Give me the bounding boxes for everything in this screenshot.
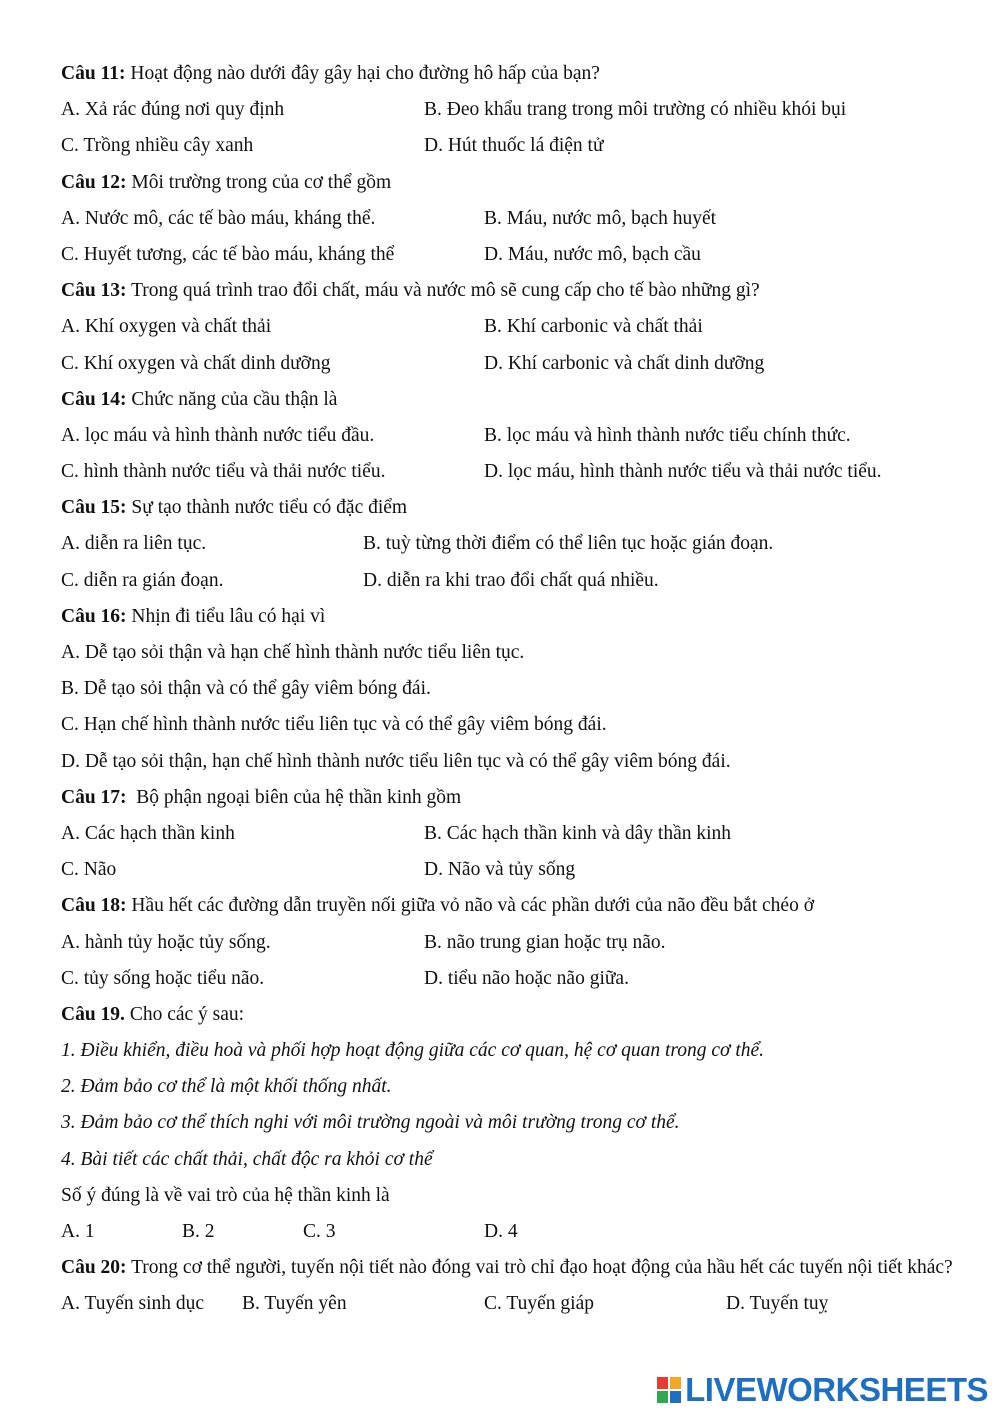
option-a[interactable]: A. Khí oxygen và chất thải [61, 316, 272, 338]
option-c[interactable]: C. Trồng nhiều cây xanh [61, 135, 254, 157]
question-number: Câu 14: [61, 388, 127, 410]
question-text: Môi trường trong của cơ thể gồm [126, 171, 392, 193]
question-20 [61, 1250, 961, 1286]
option-a[interactable]: A. lọc máu và hình thành nước tiểu đầu. [61, 424, 375, 446]
option-b[interactable]: B. tuỳ từng thời điểm có thể liên tục hoặc gián đoạn. [363, 533, 774, 555]
option-a[interactable]: A. Tuyến sinh dục [61, 1293, 205, 1315]
question-11 [61, 56, 961, 92]
option-d[interactable]: D. 4 [484, 1221, 518, 1242]
option-d[interactable]: D. Tuyến tuỵ [726, 1293, 829, 1315]
options-row [61, 309, 961, 345]
option-d[interactable]: D. Khí carbonic và chất dinh dưỡng [484, 352, 765, 374]
question-number: Câu 20: [61, 1257, 127, 1279]
option-c[interactable]: C. 3 [303, 1221, 336, 1242]
option-c[interactable]: C. Huyết tương, các tế bào máu, kháng thể [61, 243, 395, 265]
option-d[interactable]: D. lọc máu, hình thành nước tiểu và thải nước tiểu. [484, 461, 882, 483]
question-number: Câu 15: [61, 497, 127, 519]
option-c[interactable]: C. tủy sống hoặc tiểu não. [61, 967, 265, 989]
option-d[interactable]: D. Hút thuốc lá điện tử [424, 135, 604, 157]
question-text: Hoạt động nào dưới đây gây hại cho đường hô hấp của bạn? [125, 63, 600, 84]
options-row [61, 454, 961, 490]
option-b[interactable]: B. Dễ tạo sỏi thận và có thể gây viêm bóng đái. [61, 678, 431, 700]
option-b[interactable]: B. lọc máu và hình thành nước tiểu chính thức. [484, 424, 851, 446]
question-16 [61, 599, 961, 635]
question-text: Trong quá trình trao đổi chất, máu và nước mô sẽ cung cấp cho tế bào những gì? [126, 280, 760, 302]
question-text: Cho các ý sau: [124, 1003, 245, 1025]
question-text: Chức năng của cầu thận là [126, 388, 338, 410]
options-row [61, 961, 961, 997]
options-row [61, 346, 961, 382]
option-a[interactable]: A. Dễ tạo sỏi thận và hạn chế hình thành nước tiểu liên tục. [61, 642, 525, 663]
question-text: Sự tạo thành nước tiểu có đặc điểm [126, 497, 408, 519]
question-19 [61, 997, 961, 1033]
options-row [61, 1214, 961, 1250]
question-number: Câu 11: [61, 63, 126, 84]
options-row [61, 1286, 961, 1322]
question-number: Câu 13: [61, 280, 127, 302]
question-15 [61, 490, 961, 526]
option-b[interactable]: B. Máu, nước mô, bạch huyết [484, 207, 717, 229]
question-text: Nhịn đi tiểu lâu có hại vì [126, 605, 326, 627]
option-b[interactable]: B. Các hạch thần kinh và dây thần kinh [424, 822, 732, 844]
option-b[interactable]: B. 2 [182, 1221, 215, 1242]
options-row [61, 237, 961, 273]
question-number: Câu 18: [61, 895, 127, 917]
options-row [61, 816, 961, 852]
question-13 [61, 273, 961, 309]
option-d[interactable]: D. Não và tủy sống [424, 859, 576, 881]
option-c[interactable]: C. Tuyến giáp [484, 1293, 594, 1315]
option-d[interactable]: D. tiểu não hoặc não giữa. [424, 967, 629, 989]
option-c[interactable]: C. hình thành nước tiểu và thải nước tiểu. [61, 461, 386, 483]
options-row [61, 128, 961, 164]
question-17 [61, 780, 961, 816]
statement-4: 4. Bài tiết các chất thải, chất độc ra khỏi cơ thể [61, 1148, 433, 1170]
question-number: Câu 12: [61, 171, 127, 193]
question-text: Bộ phận ngoại biên của hệ thần kinh gồm [126, 786, 462, 808]
option-a[interactable]: A. 1 [61, 1221, 95, 1242]
options-row [61, 852, 961, 888]
option-a[interactable]: A. Các hạch thần kinh [61, 822, 235, 844]
question-text: Trong cơ thể người, tuyến nội tiết nào đóng vai trò chỉ đạo hoạt động của hầu hết các tuyến nội tiết khác? [126, 1257, 953, 1279]
liveworksheets-logo-icon [657, 1377, 681, 1403]
option-d[interactable]: D. Máu, nước mô, bạch cầu [484, 243, 701, 265]
option-a[interactable]: A. diễn ra liên tục. [61, 533, 207, 555]
statement-1: 1. Điều khiển, điều hoà và phối hợp hoạt động giữa các cơ quan, hệ cơ quan trong cơ thể. [61, 1040, 765, 1062]
option-b[interactable]: B. Khí carbonic và chất thải [484, 316, 703, 338]
option-c[interactable]: C. Hạn chế hình thành nước tiểu liên tục và có thể gây viêm bóng đái. [61, 714, 607, 736]
option-c[interactable]: C. Khí oxygen và chất dinh dưỡng [61, 352, 331, 374]
worksheet-page [61, 56, 961, 1323]
option-a[interactable]: A. hành tủy hoặc tủy sống. [61, 931, 271, 953]
option-c[interactable]: C. diễn ra gián đoạn. [61, 569, 224, 591]
options-row [61, 201, 961, 237]
options-row [61, 92, 961, 128]
options-row [61, 526, 961, 562]
options-row [61, 563, 961, 599]
liveworksheets-logo[interactable] [657, 1372, 988, 1408]
question-number: Câu 17: [61, 786, 127, 808]
option-d[interactable]: D. Dễ tạo sỏi thận, hạn chế hình thành nước tiểu liên tục và có thể gây viêm bóng đái. [61, 750, 731, 772]
option-b[interactable]: B. Đeo khẩu trang trong môi trường có nhiều khói bụi [424, 99, 847, 121]
logo-text: LIVEWORKSHEETS [685, 1371, 988, 1408]
options-row [61, 418, 961, 454]
option-b[interactable]: B. Tuyến yên [242, 1293, 347, 1315]
question-12 [61, 165, 961, 201]
options-row [61, 925, 961, 961]
option-a[interactable]: A. Xả rác đúng nơi quy định [61, 99, 285, 121]
option-a[interactable]: A. Nước mô, các tế bào máu, kháng thể. [61, 207, 376, 229]
option-c[interactable]: C. Não [61, 859, 117, 881]
question-14 [61, 382, 961, 418]
question-text: Hầu hết các đường dẫn truyền nối giữa vỏ não và các phần dưới của não đều bắt chéo ở [126, 895, 815, 917]
statement-3: 3. Đảm bảo cơ thể thích nghi với môi trường ngoài và môi trường trong cơ thể. [61, 1112, 680, 1134]
question-number: Câu 16: [61, 605, 127, 627]
question-18 [61, 888, 961, 924]
option-b[interactable]: B. não trung gian hoặc trụ não. [424, 931, 666, 953]
question-prompt: Số ý đúng là về vai trò của hệ thần kinh là [61, 1184, 390, 1206]
question-number: Câu 19. [61, 1003, 125, 1025]
statement-2: 2. Đảm bảo cơ thể là một khối thống nhất. [61, 1076, 392, 1098]
option-d[interactable]: D. diễn ra khi trao đổi chất quá nhiều. [363, 569, 659, 591]
